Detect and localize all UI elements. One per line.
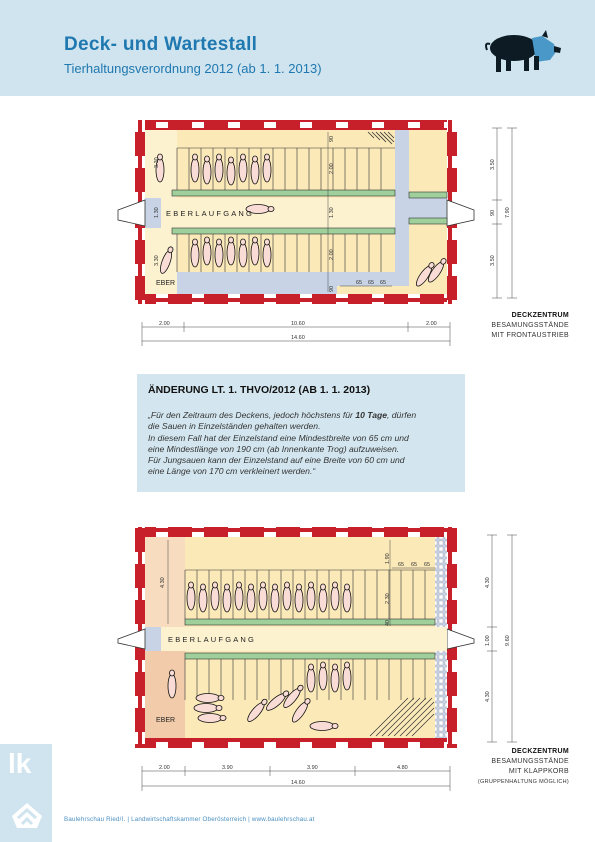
- house-logo-icon: [10, 800, 44, 830]
- boar-pen-label: EBER: [156, 717, 176, 724]
- dimension-label: 14.60: [291, 780, 305, 786]
- dimension-label: 1.30: [154, 207, 160, 218]
- dimension-label: 3.30: [154, 255, 160, 266]
- dimension-label: 40: [385, 619, 391, 626]
- dimension-label: 65: [356, 280, 363, 286]
- legend-line: BESAMUNGSSTÄNDE: [491, 758, 569, 765]
- dimension-label: 1.00: [485, 635, 491, 646]
- dimension-label: 65: [398, 562, 405, 568]
- boar-pen-label: EBER: [156, 280, 176, 287]
- legend-title: DECKZENTRUM: [511, 748, 569, 755]
- wall: [135, 294, 457, 304]
- info-line: die Sauen in Einzelständen gehalten werden.: [148, 421, 321, 432]
- aisle-label: EBERLAUFGANG: [168, 635, 257, 644]
- dimension-label: 4.30: [485, 691, 491, 702]
- header-band: [0, 0, 595, 96]
- regulation-info-box: [137, 374, 465, 492]
- dimension-label: 65: [368, 280, 375, 286]
- info-highlight: 10 Tage: [355, 410, 387, 420]
- dimension-label: 4.80: [397, 765, 408, 771]
- dimension-label: 3.90: [307, 765, 318, 771]
- legend-title: DECKZENTRUM: [511, 312, 569, 319]
- plan1-legend: [491, 311, 569, 341]
- dimension-label: 3.30: [154, 157, 160, 168]
- dimension-label: 4.30: [160, 577, 166, 588]
- info-text-fragment: „Für den Zeitraum des Deckens, jedoch höchstens für: [148, 410, 356, 420]
- dimension-label: 1.90: [385, 553, 391, 564]
- dimension-label: 2.00: [426, 321, 437, 327]
- dimension-label: 7.90: [505, 207, 511, 218]
- dimension-label: 4.30: [485, 577, 491, 588]
- dimension-label: 1.30: [329, 207, 335, 218]
- pig-icon: [484, 26, 562, 76]
- dimension-label: 10.60: [291, 321, 305, 327]
- dimension-label: 2.30: [385, 593, 391, 604]
- dimension-label: 65: [424, 562, 431, 568]
- wall: [135, 120, 457, 130]
- dimension-label: 2.00: [159, 321, 170, 327]
- dimension-label: 90: [329, 135, 335, 142]
- dimension-label: 2.00: [329, 163, 335, 174]
- floor-plan-1: [110, 112, 510, 352]
- legend-note: (GRUPPENHALTUNG MÖGLICH): [477, 779, 569, 785]
- aisle-label: EBERLAUFGANG: [166, 209, 255, 218]
- info-quote: [148, 410, 458, 478]
- dimension-label: 65: [411, 562, 418, 568]
- wall: [135, 738, 457, 748]
- dimension-label: 3.50: [490, 255, 496, 266]
- dimension-label: 2.00: [159, 765, 170, 771]
- dimension-label: 3.90: [222, 765, 233, 771]
- info-line: Für Jungsauen kann der Einzelstand auf eine Breite von 60 cm und: [148, 455, 405, 466]
- lk-logo: lk: [8, 748, 32, 779]
- dimension-label: 2.00: [329, 249, 335, 260]
- plan2-legend: [478, 747, 569, 787]
- info-title: ÄNDERUNG LT. 1. THVO/2012 (AB 1. 1. 2013): [148, 384, 371, 396]
- dimension-label: 65: [380, 280, 387, 286]
- dimension-label: 90: [329, 285, 335, 292]
- legend-line: BESAMUNGSSTÄNDE: [491, 322, 569, 329]
- info-line: In diesem Fall hat der Einzelstand eine Mindestbreite von 65 cm und: [148, 432, 409, 443]
- page-title: Deck- und Wartestall: [64, 34, 258, 55]
- legend-line: MIT KLAPPKORB: [508, 768, 569, 775]
- wall: [135, 527, 457, 537]
- info-line: eine Länge von 170 cm verkleinert werden.“: [148, 466, 316, 477]
- info-text-fragment: , dürfen: [387, 410, 417, 420]
- dimension-label: 9.60: [505, 635, 511, 646]
- legend-line: MIT FRONTAUSTRIEB: [491, 332, 569, 339]
- page-subtitle: Tierhaltungsverordnung 2012 (ab 1. 1. 2013): [64, 61, 322, 76]
- info-line: eine Mindestlänge von 190 cm (ab Innenkante Trog) aufzuweisen.: [148, 443, 400, 454]
- sidebar-logo-band: [0, 744, 52, 842]
- info-line: [148, 410, 458, 421]
- dimension-label: 14.60: [291, 335, 305, 341]
- floor-plan-2: [110, 520, 510, 800]
- footer-text: Baulehrschau Ried/I. | Landwirtschaftskammer Oberösterreich | www.baulehrschau.at: [64, 816, 315, 823]
- dimension-label: 90: [490, 209, 496, 216]
- dimension-label: 3.50: [490, 159, 496, 170]
